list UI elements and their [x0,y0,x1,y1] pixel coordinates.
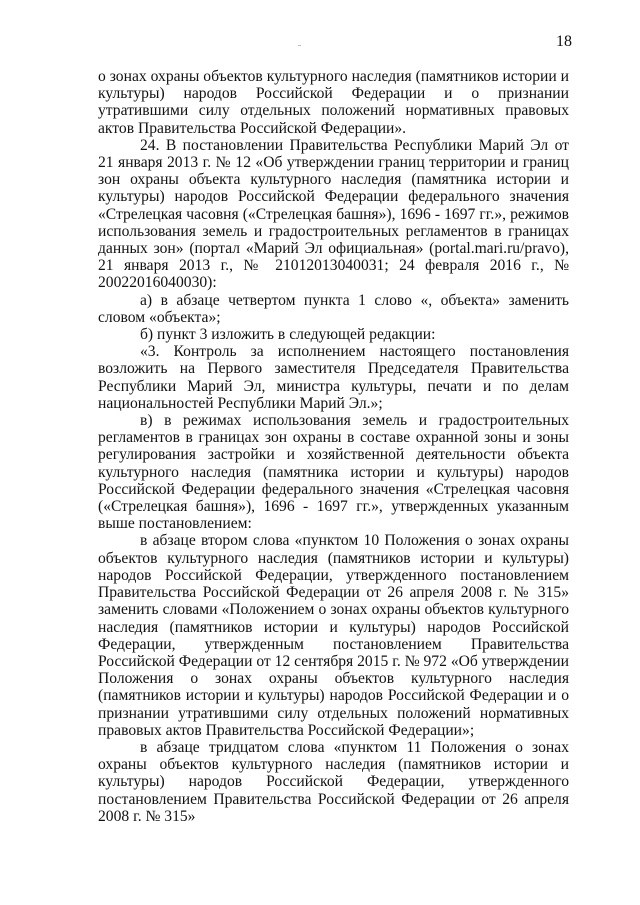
paragraph-subitem-b: б) пункт 3 изложить в следующей редакции: [140,326,436,344]
document-body [98,68,569,825]
paragraph-abzats-second: в абзаце втором слова «пунктом 10 Положения о зонах охраны объектов культурного наследия (памятников истории и культуры) народов Российской Федерации, утвержденного постановлением Правительства Российской Федерации от 26 апреля 2008 г. № 315» заменить словами «Положением о зонах охраны объектов культурного наследия (памятников истории и культуры) народов Российской Федерации, утвержденным постановлением Правительства Российской Федерации от 12 сентября 2015 г. № 972 «Об утверждении Положения о зонах охраны объектов культурного наследия (памятников истории и культуры) народов Российской Федерации и о признании утратившими силу отдельных положений нормативных правовых актов Правительства Российской Федерации»; [98,532,569,739]
paragraph-continuation: о зонах охраны объектов культурного наследия (памятников истории и культуры) народов Российской Федерации и о признании утратившими силу отдельных положений нормативных правовых актов Правительства Российской Федерации». [98,68,569,137]
paragraph-abzats-thirtieth: в абзаце тридцатом слова «пунктом 11 Положения о зонах охраны объектов культурного наследия (памятников истории и культуры) народов Российской Федерации, утвержденного постановлением Правительства Российской Федерации от 26 апреля 2008 г. № 315» [98,738,569,825]
paragraph-point-3-text: «3. Контроль за исполнением настоящего постановления возложить на Первого заместителя Председателя Правительства Республики Марий Эл, министра культуры, печати и по делам национальностей Республики Марий Эл.»; [98,343,569,412]
paragraph-item-24: 24. В постановлении Правительства Республики Марий Эл от 21 января 2013 г. № 12 «Об утверждении границ территории и границ зон охраны объекта культурного наследия (памятника истории и культуры) народов Российской Федерации федерального значения «Стрелецкая часовня («Стрелецкая башня»), 1696 - 1697 гг.», режимов использования земель и градостроительных регламентов в границах данных зон» (портал «Марий Эл официальная» (portal.mari.ru/pravo), 21 января 2013 г., № 21012013040031; 24 февраля 2016 г., № 20022016040030): [98,136,569,292]
paragraph-subitem-v: в) в режимах использования земель и градостроительных регламентов в границах зон охраны в составе охранной зоны и зоны регулирования застройки и хозяйственной деятельности объекта культурного наследия (памятника истории и культуры) народов Российской Федерации федерального значения «Стрелецкая часовня («Стрелецкая башня»), 1696 - 1697 гг.», утвержденных указанным выше постановлением: [98,412,569,533]
scan-mark [298,45,301,46]
page-number: 18 [556,33,572,50]
paragraph-subitem-a: а) в абзаце четвертом пункта 1 слово «, объекта» заменить словом «объекта»; [98,291,569,326]
